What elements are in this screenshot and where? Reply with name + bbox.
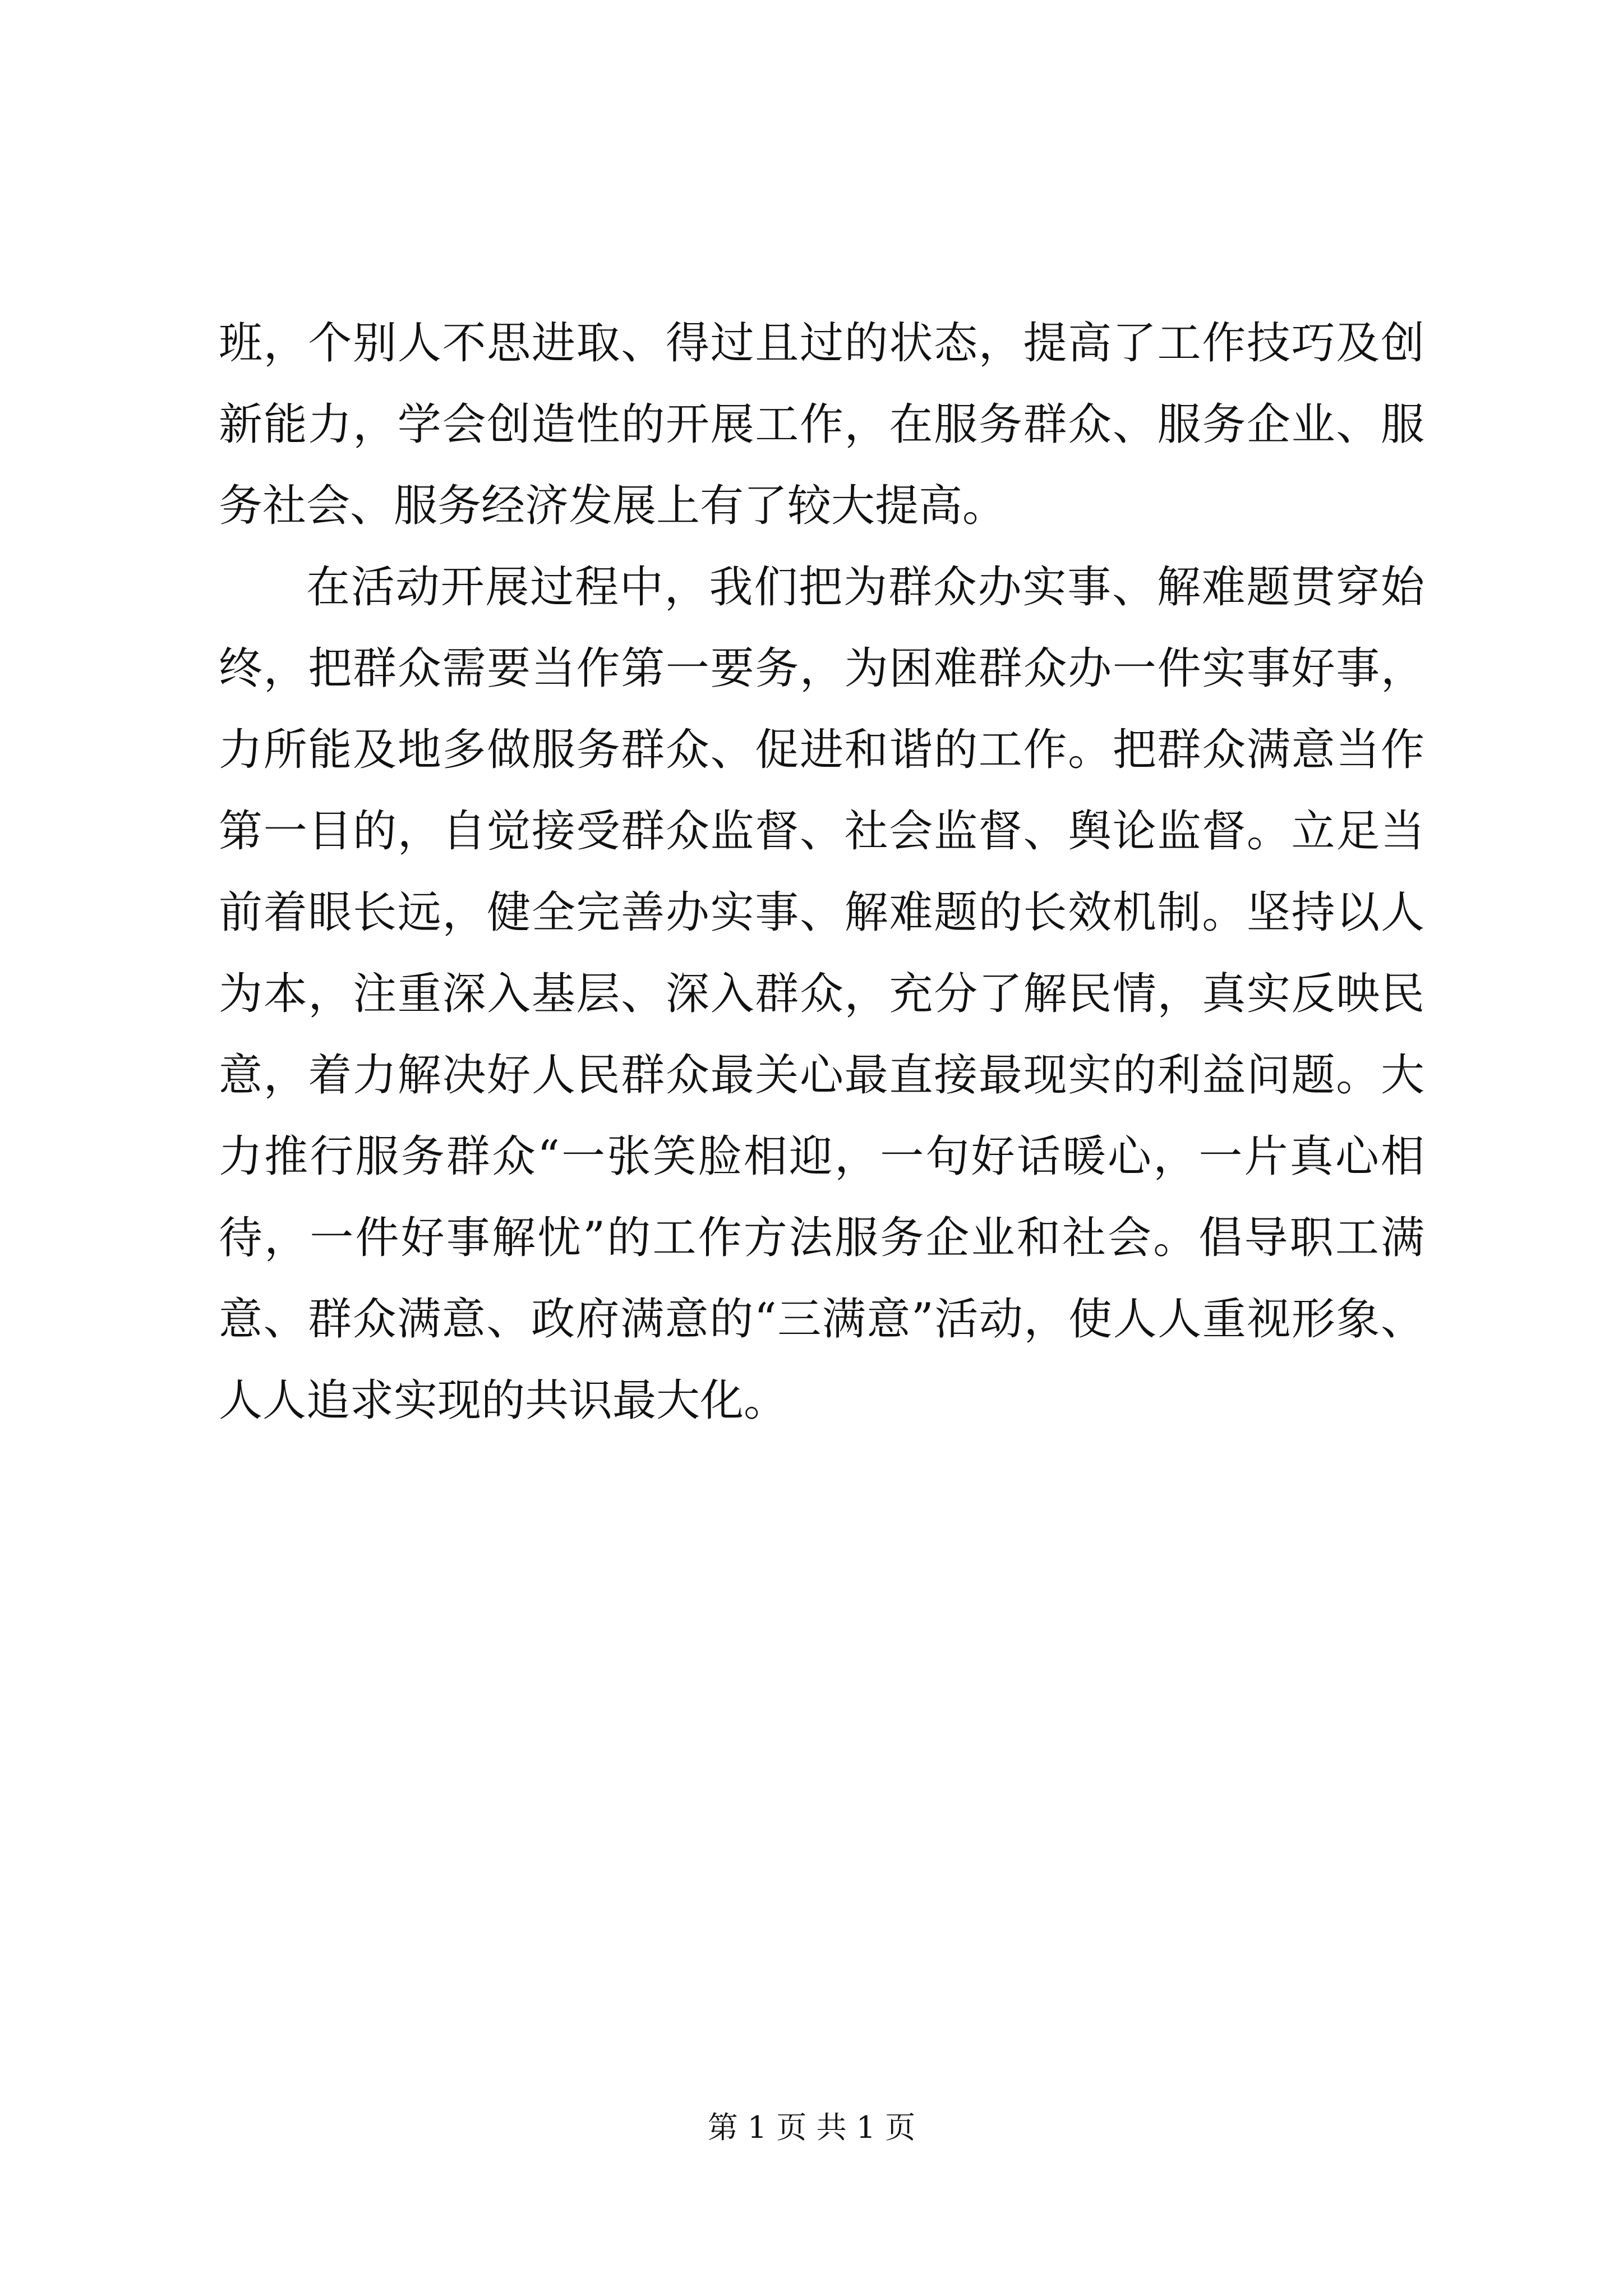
page-footer: 第 1 页 共 1 页	[707, 2110, 916, 2145]
paragraph-1: 班，个别人不思进取、得过且过的状态，提高了工作技巧及创新能力，学会创造性的开展工作，在服务群众、服务企业、服务社会、服务经济发展上有了较大提高。	[219, 318, 1424, 531]
paragraph-2: 在活动开展过程中，我们把为群众办实事、解难题贯穿始终，把群众需要当作第一要务，为困难群众办一件实事好事，力所能及地多做服务群众、促进和谐的工作。把群众满意当作第一目的，自觉接受群众监督、社会监督、舆论监督。立足当前着眼长远，健全完善办实事、解难题的长效机制。坚持以人为本，注重深入基层、深入群众，充分了解民情，真实反映民意，着力解决好人民群众最关心最直接最现实的利益问题。大力推行服务群众“一张笑脸相迎，一句好话暖心，一片真心相待，一件好事解忧”的工作方法服务企业和社会。倡导职工满意、群众满意、政府满意的“三满意”活动，使人人重视形象、人人追求实现的共识最大化。	[219, 562, 1424, 1426]
document-body	[219, 303, 1424, 1442]
